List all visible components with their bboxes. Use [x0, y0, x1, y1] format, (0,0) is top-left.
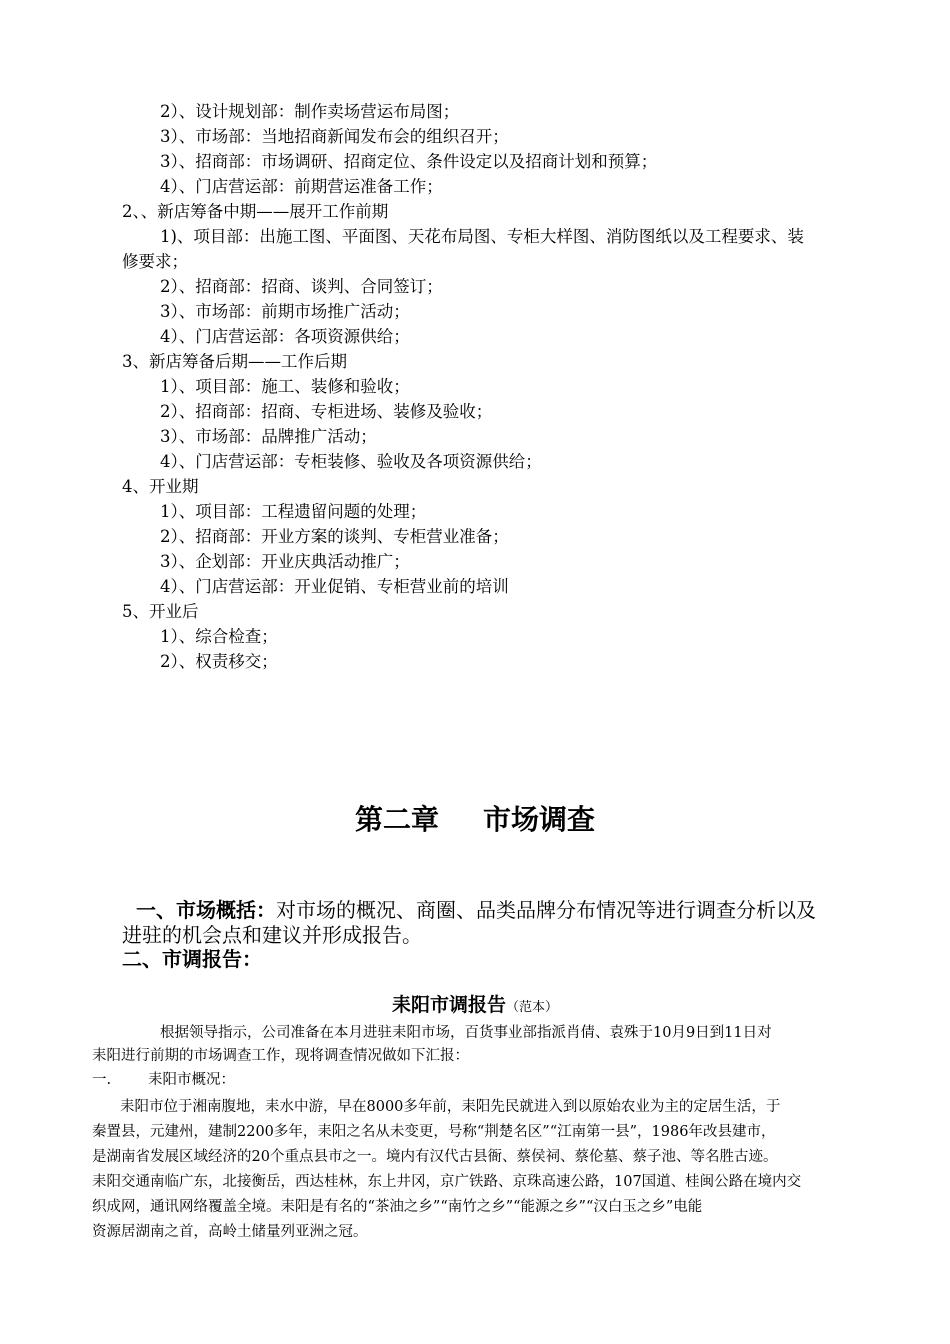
report-paragraph-line: 资源居湖南之首，高岭土储量列亚洲之冠。 — [92, 1224, 368, 1240]
outline-line: 2）、招商部：招商、谈判、合同签订； — [160, 277, 443, 296]
report-paragraph-line: 织成网，通讯网络覆盖全境。耒阳是有名的“茶油之乡”“南竹之乡”“能源之乡”“汉白玉之乡”电能 — [92, 1199, 703, 1215]
report-subtitle: （范本） — [506, 1000, 559, 1015]
outline-heading: 2、、新店筹备中期——展开工作前期 — [122, 202, 389, 221]
outline-line: 3）、企划部：开业庆典活动推广； — [160, 552, 410, 571]
report-paragraph-line: 耒阳交通南临广东，北接衡岳，西达桂林，东上井冈，京广铁路、京珠高速公路，107国道、桂闽公路在境内交 — [92, 1174, 802, 1190]
section-label: 二、市调报告： — [122, 947, 262, 971]
outline-line: 1)、项目部：出施工图、平面图、天花布局图、专柜大样图、消防图纸以及工程要求、装 — [160, 227, 804, 246]
report-title-text: 耒阳市调报告 — [391, 994, 506, 1016]
report-paragraph-line: 秦置县，元建州，建制2200多年，耒阳之名从未变更，号称“荆楚名区”“江南第一县”，1986年改县建市， — [92, 1124, 776, 1140]
report-item-title: 耒阳市概况： — [148, 1072, 235, 1088]
outline-line: 1）、项目部：施工、装修和验收； — [160, 377, 410, 396]
outline-heading: 4、开业期 — [122, 477, 199, 496]
outline-line: 2）、招商部：开业方案的谈判、专柜营业准备； — [160, 527, 509, 546]
outline-line: 2）、权责移交； — [160, 652, 278, 671]
chapter-heading — [0, 800, 950, 840]
outline-line: 1）、项目部：工程遗留问题的处理； — [160, 502, 427, 521]
report-paragraph-line: 是湖南省发展区域经济的20个重点县市之一。境内有汉代古县衙、蔡侯祠、蔡伦墓、蔡子池、等名胜古迹。 — [92, 1149, 778, 1165]
section-market-overview — [136, 897, 816, 924]
section-text: 对市场的概况、商圈、品类品牌分布情况等进行调查分析以及 — [276, 898, 816, 922]
outline-line: 3）、市场部：品牌推广活动； — [160, 427, 377, 446]
section-text-continuation: 进驻的机会点和建议并形成报告。 — [122, 923, 422, 947]
outline-line: 3）、市场部：前期市场推广活动； — [160, 302, 410, 321]
outline-line: 3）、市场部：当地招商新闻发布会的组织召开； — [160, 127, 509, 146]
report-intro: 根据领导指示，公司准备在本月进驻耒阳市场，百货事业部指派肖倩、袁殊于10月9日到11日对 — [160, 1025, 772, 1041]
report-intro-continuation: 耒阳进行前期的市场调查工作，现将调查情况做如下汇报： — [92, 1048, 469, 1064]
outline-line: 4）、门店营运部：前期营运准备工作； — [160, 177, 443, 196]
outline-line: 4）、门店营运部：专柜装修、验收及各项资源供给； — [160, 452, 542, 471]
report-item-number: 一. — [92, 1072, 112, 1088]
outline-line: 4）、门店营运部：各项资源供给； — [160, 327, 410, 346]
report-title — [0, 992, 950, 1021]
section-label: 一、市场概括： — [136, 898, 276, 922]
outline-line: 1）、综合检查； — [160, 627, 278, 646]
outline-line: 2）、招商部：招商、专柜进场、装修及验收； — [160, 402, 493, 421]
section-market-report — [122, 946, 262, 973]
report-paragraph-line: 耒阳市位于湘南腹地，耒水中游，早在8000多年前，耒阳先民就进入到以原始农业为主的定居生活，于 — [120, 1099, 781, 1115]
chapter-title: 市场调查 — [483, 803, 596, 836]
outline-heading: 3、新店筹备后期——工作后期 — [122, 352, 347, 371]
outline-line: 2）、设计规划部：制作卖场营运布局图； — [160, 102, 460, 121]
outline-heading: 5、开业后 — [122, 602, 199, 621]
outline-line-continuation: 修要求； — [122, 252, 188, 271]
outline-line: 3）、招商部：市场调研、招商定位、条件设定以及招商计划和预算； — [160, 152, 658, 171]
chapter-number: 第二章 — [354, 803, 439, 836]
outline-line: 4）、门店营运部：开业促销、专柜营业前的培训 — [160, 577, 509, 596]
